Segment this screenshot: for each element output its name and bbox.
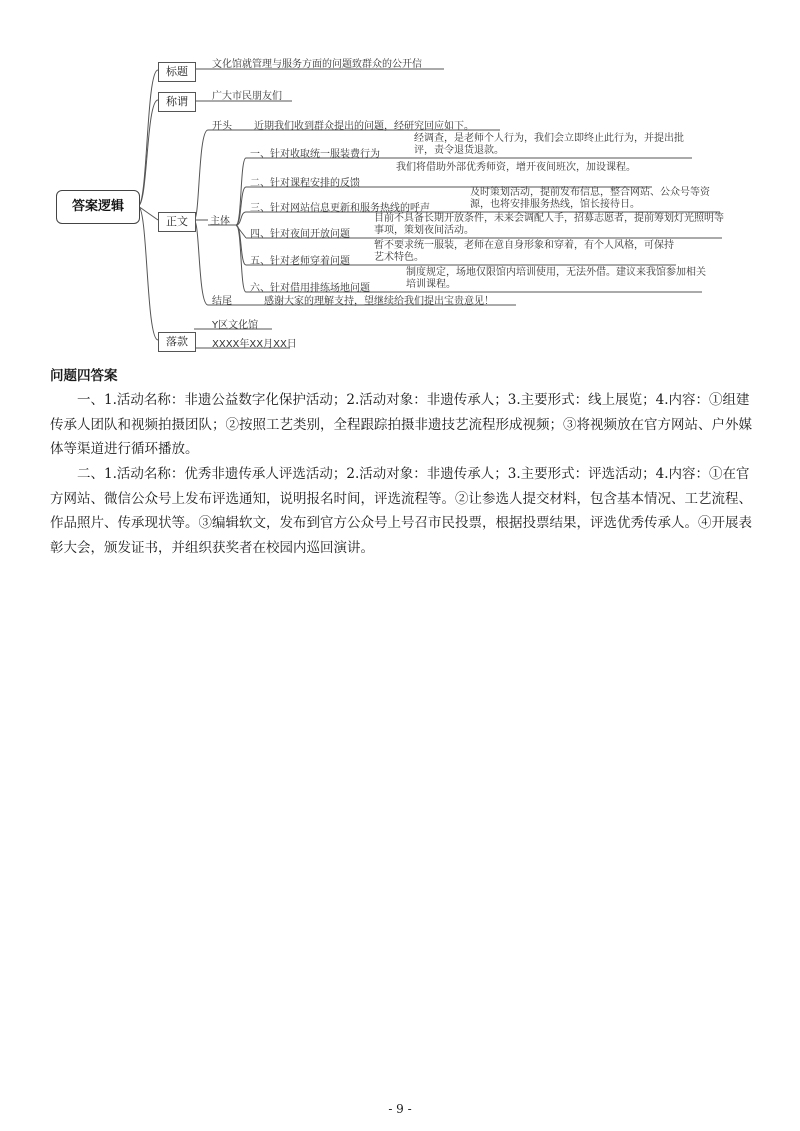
mindmap-item-label: 三、针对网站信息更新和服务热线的呼声 (250, 203, 430, 214)
answer-paragraph: 二、1.活动名称：优秀非遗传承人评选活动；2.活动对象：非遗传承人；3.主要形式：评选活动；4.内容：①在官方网站、微信公众号上发布评选通知，说明报名时间，评选流程等。②让参选人提交材料，包含基本情况、工艺流程、作品照片、传承现状等。③编辑软文，发布到官方公众号上号召市民投票，根据投票结果，评选优秀传承人。④开展表彰大会，颁发证书，并组织获奖者在校园内巡回演讲。 (50, 466, 752, 556)
mindmap-signature-date: XXXX年XX月XX日 (212, 339, 297, 350)
mindmap-item-label: 四、针对夜间开放问题 (250, 229, 350, 240)
mindmap-node-salutation: 称谓 (158, 92, 196, 112)
mindmap-item-label: 一、针对收取统一服装费行为 (250, 149, 380, 160)
mindmap-opening-label: 开头 (212, 121, 232, 132)
mindmap-item-content: 制度规定，场地仅限馆内培训使用，无法外借。建议来我馆参加相关培训课程。 (406, 267, 706, 290)
mindmap-main-label: 主体 (210, 216, 230, 227)
answer-paragraph: 一、1.活动名称：非遗公益数字化保护活动；2.活动对象：非遗传承人；3.主要形式：线上展览；4.内容：①组建传承人团队和视频拍摄团队；②按照工艺类别，全程跟踪拍摄非遗技艺流程形成视频；③将视频放在官方网站、户外媒体等渠道进行循环播放。 (50, 392, 752, 457)
mindmap-salutation-content: 广大市民朋友们 (212, 91, 282, 102)
mindmap-node-signature: 落款 (158, 332, 196, 352)
mindmap-item-label: 六、针对借用排练场地问题 (250, 283, 370, 294)
mindmap-item-label: 五、针对老师穿着问题 (250, 256, 350, 267)
mindmap-opening-content: 近期我们收到群众提出的问题，经研究回应如下。 (254, 121, 474, 132)
mindmap-item-content: 目前不具备长期开放条件，未来会调配人手，招募志愿者，提前筹划灯光照明等事项，策划夜间活动。 (374, 213, 724, 236)
mindmap-title-content: 文化馆就管理与服务方面的问题致群众的公开信 (212, 59, 422, 70)
mindmap-item-content: 我们将借助外部优秀师资，增开夜间班次，加设课程。 (396, 162, 636, 173)
section-title: 问题四答案 (50, 368, 118, 384)
mindmap-item-label: 二、针对课程安排的反馈 (250, 178, 360, 189)
mindmap-ending-content: 感谢大家的理解支持，望继续给我们提出宝贵意见！ (264, 296, 494, 307)
page-number: - 9 - (388, 1102, 412, 1116)
mindmap-item-content: 暂不要求统一服装，老师在意自身形象和穿着，有个人风格，可保持艺术特色。 (374, 240, 674, 263)
mindmap-node-body: 正文 (158, 212, 196, 232)
mindmap-signature-org: Y区文化馆 (212, 320, 259, 331)
mindmap-item-content: 经调查，是老师个人行为，我们会立即终止此行为，并提出批评，责令退货退款。 (414, 133, 684, 156)
mindmap-item-content: 及时策划活动，提前发布信息，整合网站、公众号等资源，也将安排服务热线，馆长接待日。 (470, 187, 710, 210)
mindmap-root: 答案逻辑 (56, 190, 140, 224)
mindmap-node-title: 标题 (158, 62, 196, 82)
mindmap-ending-label: 结尾 (212, 296, 232, 307)
